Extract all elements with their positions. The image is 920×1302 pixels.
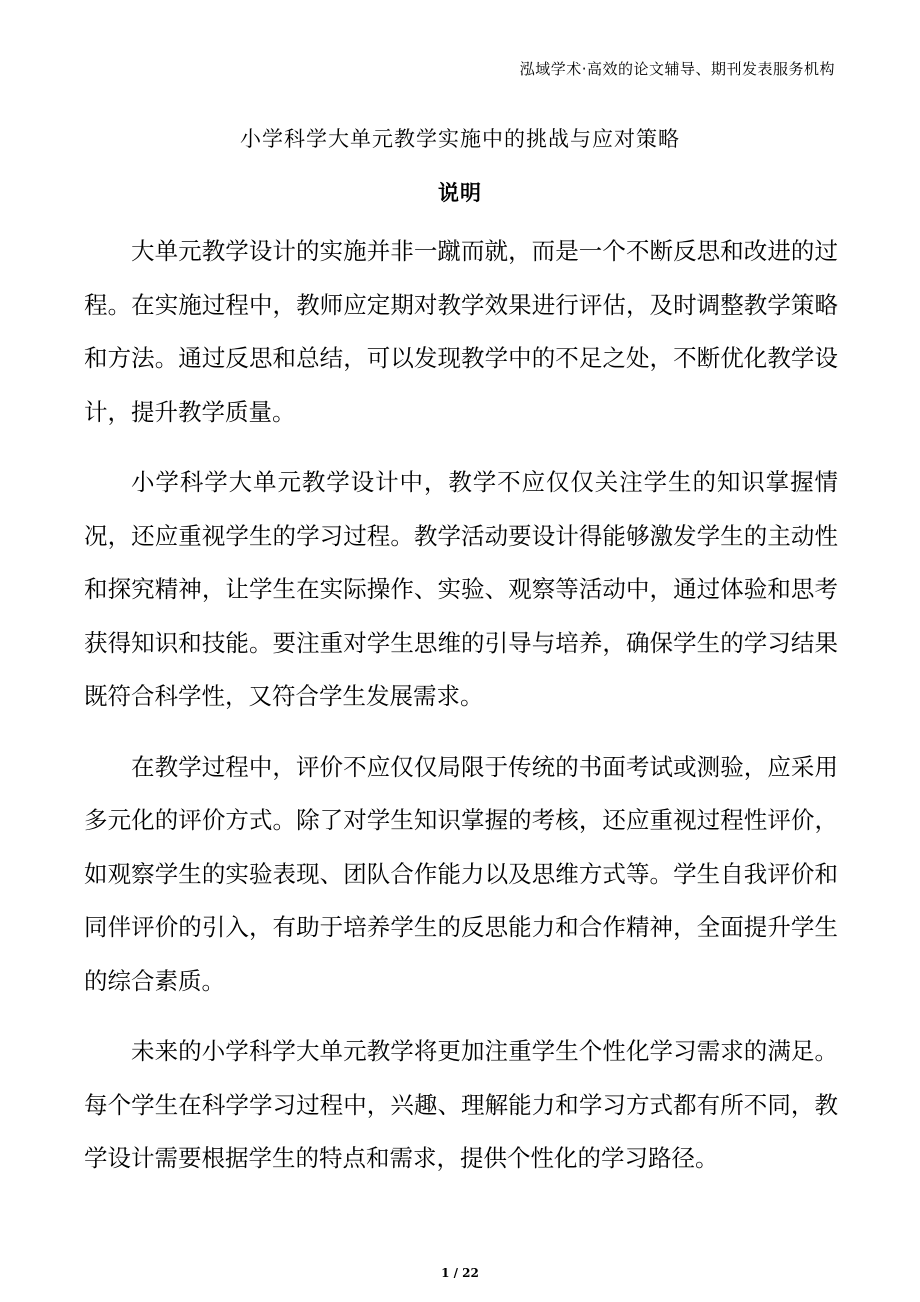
document-title: 小学科学大单元教学实施中的挑战与应对策略 [240, 127, 680, 151]
paragraph: 未来的小学科学大单元教学将更加注重学生个性化学习需求的满足。每个学生在科学学习过程中，兴趣、理解能力和学习方式都有所不同，教学设计需要根据学生的特点和需求，提供个性化的学习路径。 [84, 1037, 838, 1172]
header-organization: 泓域学术·高效的论文辅导、期刊发表服务机构 [519, 60, 835, 78]
paragraph: 在教学过程中，评价不应仅仅局限于传统的书面考试或测验，应采用多元化的评价方式。除了对学生知识掌握的考核，还应重视过程性评价，如观察学生的实验表现、团队合作能力以及思维方式等。学生自我评价和同伴评价的引入，有助于培养学生的反思能力和合作精神，全面提升学生的综合素质。 [84, 752, 838, 995]
document-body [84, 225, 838, 1203]
paragraph: 小学科学大单元教学设计中，教学不应仅仅关注学生的知识掌握情况，还应重视学生的学习过程。教学活动要设计得能够激发学生的主动性和探究精神，让学生在实际操作、实验、观察等活动中，通过体验和思考获得知识和技能。要注重对学生思维的引导与培养，确保学生的学习结果既符合科学性，又符合学生发展需求。 [84, 468, 838, 710]
section-heading: 说明 [438, 181, 482, 205]
paragraph: 大单元教学设计的实施并非一蹴而就，而是一个不断反思和改进的过程。在实施过程中，教师应定期对教学效果进行评估，及时调整教学策略和方法。通过反思和总结，可以发现教学中的不足之处，不断优化教学设计，提升教学质量。 [84, 237, 838, 426]
page-number: 1 / 22 [441, 1266, 479, 1280]
